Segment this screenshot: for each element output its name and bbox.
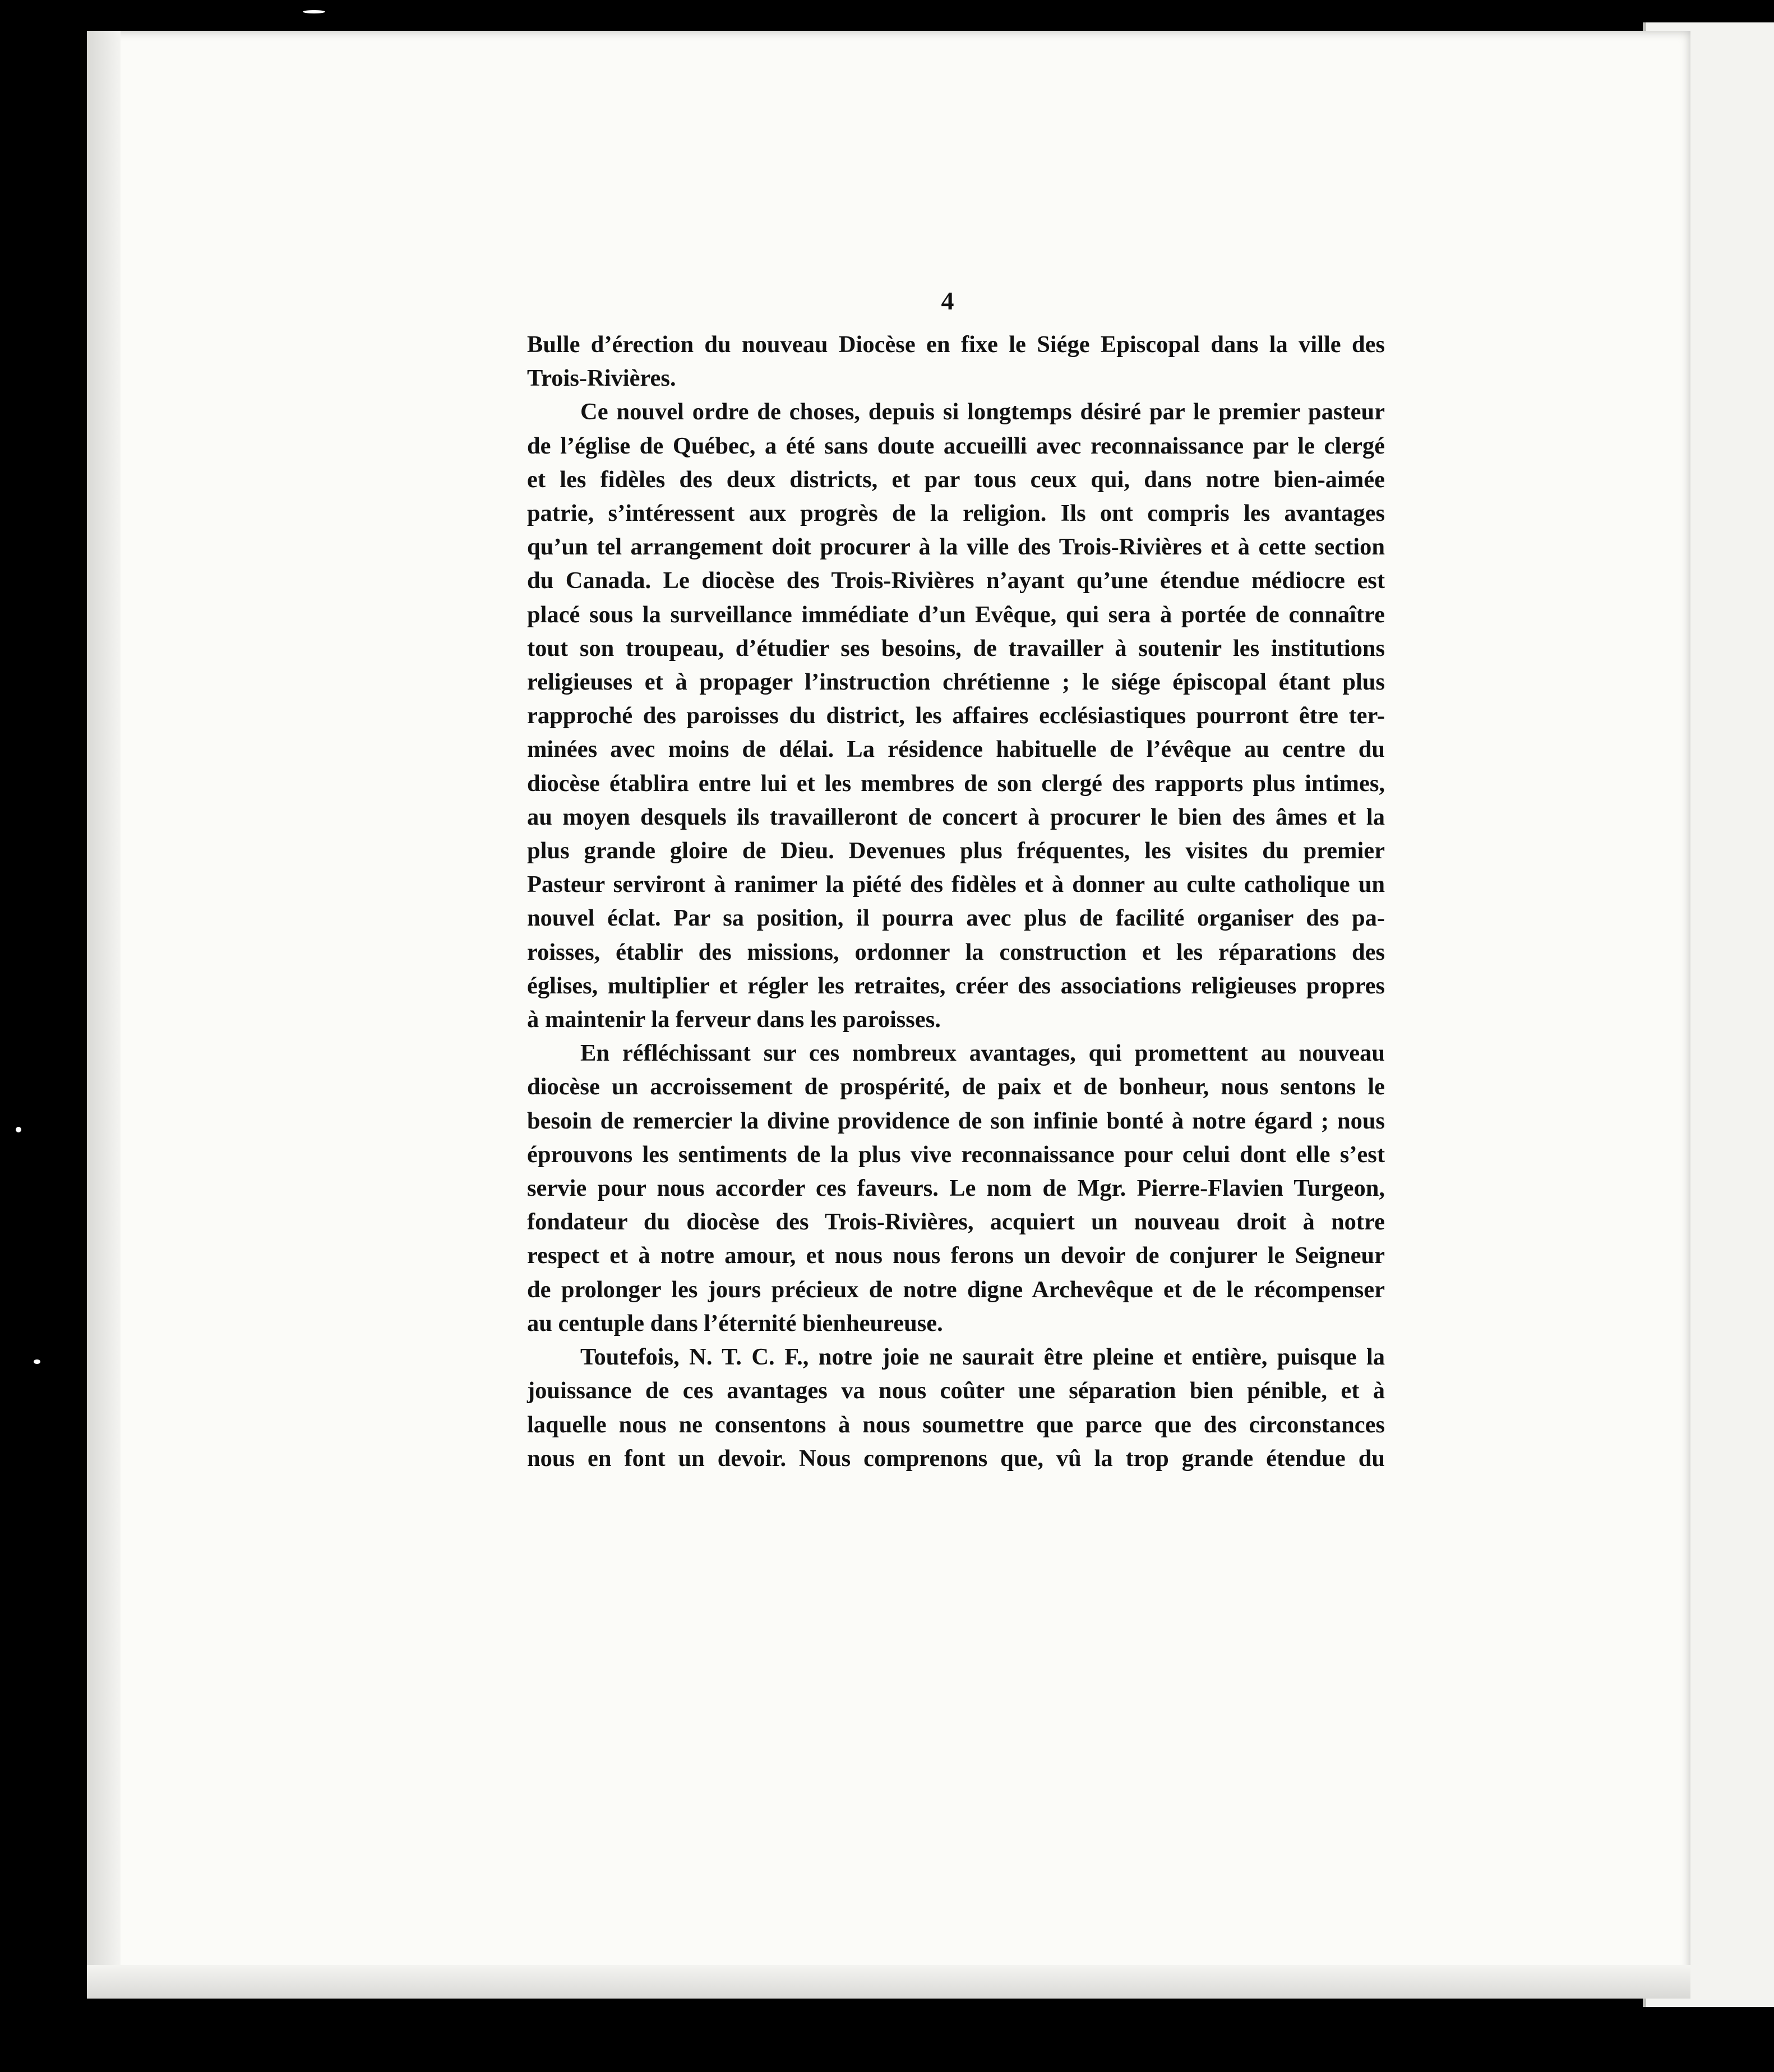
scan-speck: [303, 10, 325, 13]
text-line: nous en font un devoir. Nous comprenons que, vû la trop grande étendue du: [527, 1445, 1385, 1472]
text-line: rapproché des paroisses du district, les affaires ecclésiastiques pourront être ter-: [527, 702, 1385, 729]
text-line: qu’un tel arrangement doit procurer à la ville des Trois-Rivières et à cette section: [527, 534, 1385, 561]
text-line: nouvel éclat. Par sa position, il pourra avec plus de facilité organiser des pa-: [527, 905, 1385, 932]
text-line: placé sous la surveillance immédiate d’un Evêque, qui sera à portée de connaître: [527, 601, 1385, 628]
text-line: religieuses et à propager l’instruction chrétienne ; le siége épiscopal étant plus: [527, 669, 1385, 696]
text-line: de l’église de Québec, a été sans doute accueilli avec reconnaissance par le clergé: [527, 432, 1385, 459]
text-line: de prolonger les jours précieux de notre digne Archevêque et de le récompenser: [527, 1276, 1385, 1303]
text-line: Bulle d’érection du nouveau Diocèse en fixe le Siége Episcopal dans la ville des: [527, 331, 1385, 358]
text-line: tout son troupeau, d’étudier ses besoins, de travailler à soutenir les institutions: [527, 635, 1385, 662]
text-line: à maintenir la ferveur dans les paroisses.: [527, 1006, 941, 1033]
text-line: plus grande gloire de Dieu. Devenues plus fréquentes, les visites du premier: [527, 838, 1385, 864]
text-line: fondateur du diocèse des Trois-Rivières, acquiert un nouveau droit à notre: [527, 1209, 1385, 1236]
text-line: au centuple dans l’éternité bienheureuse.: [527, 1310, 943, 1336]
text-line: Pasteur serviront à ranimer la piété des fidèles et à donner au culte catholique un: [527, 871, 1385, 898]
body-text: [527, 328, 1385, 1476]
paragraph-4: [527, 1340, 1385, 1476]
text-line: Trois-Rivières.: [527, 365, 676, 392]
text-line: diocèse établira entre lui et les membres de son clergé des rapports plus intimes,: [527, 770, 1385, 797]
text-line: du Canada. Le diocèse des Trois-Rivières n’ayant qu’une étendue médiocre est: [527, 567, 1385, 594]
paragraph-3: [527, 1037, 1385, 1340]
text-line: roisses, établir des missions, ordonner la construction et les réparations des: [527, 938, 1385, 965]
page-number: 4: [941, 286, 954, 315]
scan-speck: [34, 1359, 40, 1364]
paragraph-1: [527, 328, 1385, 395]
text-line: minées avec moins de délai. La résidence habituelle de l’évêque au centre du: [527, 736, 1385, 763]
text-line: et les fidèles des deux districts, et par tous ceux qui, dans notre bien-aimée: [527, 466, 1385, 493]
text-line: laquelle nous ne consentons à nous soumettre que parce que des circonstances: [527, 1411, 1385, 1438]
text-line: respect et à notre amour, et nous nous ferons un devoir de conjurer le Seigneur: [527, 1242, 1385, 1269]
page-bottom-edge-shadow: [87, 1965, 1690, 1999]
text-line: Toutefois, N. T. C. F., notre joie ne saurait être pleine et entière, puisque la: [580, 1344, 1385, 1371]
text-line: jouissance de ces avantages va nous coûter une séparation bien pénible, et à: [527, 1377, 1385, 1404]
page-left-edge-shadow: [87, 31, 121, 1999]
text-line: En réfléchissant sur ces nombreux avantages, qui promettent au nouveau: [580, 1040, 1385, 1067]
text-line: éprouvons les sentiments de la plus vive reconnaissance pour celui dont elle s’est: [527, 1141, 1385, 1168]
text-line: patrie, s’intéressent aux progrès de la religion. Ils ont compris les avantages: [527, 500, 1385, 527]
paragraph-2: [527, 395, 1385, 1037]
text-line: églises, multiplier et régler les retraites, créer des associations religieuses propres: [527, 972, 1385, 999]
scan-speck: [16, 1127, 21, 1132]
text-line: au moyen desquels ils travailleront de concert à procurer le bien des âmes et la: [527, 803, 1385, 830]
text-line: servie pour nous accorder ces faveurs. Le nom de Mgr. Pierre-Flavien Turgeon,: [527, 1175, 1385, 1202]
text-line: besoin de remercier la divine providence de son infinie bonté à notre égard ; nous: [527, 1107, 1385, 1134]
text-line: diocèse un accroissement de prospérité, de paix et de bonheur, nous sentons le: [527, 1074, 1385, 1100]
text-line: Ce nouvel ordre de choses, depuis si longtemps désiré par le premier pasteur: [580, 399, 1385, 425]
